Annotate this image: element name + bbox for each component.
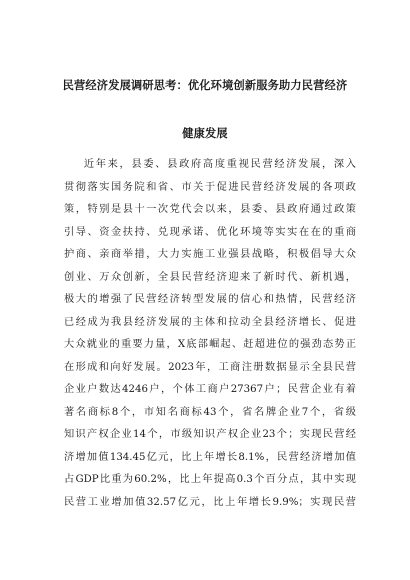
paragraph-line: 已经成为我县经济发展的主体和拉动全县经济增长、促进: [64, 316, 356, 328]
paragraph-line: 占GDP比重为60.2%，比上年提高0.3个百分点，其中实现: [64, 474, 356, 485]
paragraph-line: 民营工业增加值32.57亿元，比上年增长9.9%；实现民营: [64, 496, 356, 508]
paragraph-line: 知识产权企业14个，市级知识产权企业23个；实现民营经: [64, 429, 356, 440]
document-title-line-2: 健康发展: [182, 126, 228, 140]
paragraph-line: 贯彻落实国务院和省、市关于促进民营经济发展的各项政: [64, 181, 356, 193]
paragraph-line: 企业户数达4246户，个体工商户27367户；民营企业有着: [64, 384, 356, 395]
paragraph-line: 济增加值134.45亿元，比上年增长8.1%，民营经济增加值: [64, 451, 356, 463]
paragraph-line: 策，特别是县十一次党代会以来，县委、县政府通过政策: [64, 204, 356, 215]
paragraph-line: 护商、亲商举措，大力实施工业强县战略，积极倡导大众: [64, 249, 356, 260]
body-paragraph: [64, 154, 356, 514]
paragraph-line: 近年来，县委、县政府高度重视民营经济发展，深入: [64, 159, 356, 170]
paragraph-line: 引导、资金扶持、兑现承诺、优化环境等实实在在的重商: [64, 226, 356, 238]
document-title-line-1: 民营经济发展调研思考：优化环境创新服务助力民营经济: [62, 78, 348, 92]
paragraph-line: 创业、万众创新，全县民营经济迎来了新时代、新机遇，: [64, 271, 356, 283]
paragraph-line: 大众就业的重要力量，X底部崛起、赶超进位的强劲态势正: [64, 339, 356, 350]
paragraph-line: 在形成和向好发展。2023年，工商注册数据显示全县民营: [64, 361, 356, 373]
paragraph-line: 极大的增强了民营经济转型发展的信心和热情，民营经济: [64, 294, 356, 305]
paragraph-line: 著名商标8个，市知名商标43个，省名牌企业7个，省级: [64, 406, 356, 418]
